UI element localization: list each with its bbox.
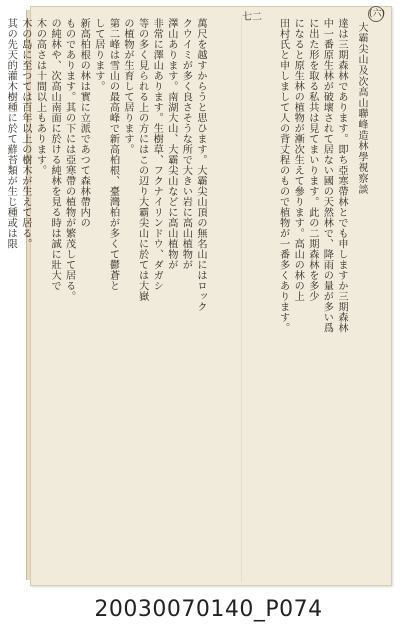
text-line: に出た形を取る私共は見てまいります。此の二期森林を多少 — [306, 18, 318, 302]
page-number: 七二 — [242, 12, 262, 23]
text-column-left — [5, 18, 207, 563]
section-stamp: (六) — [368, 6, 384, 22]
text-line: 新高柏根の林は實に立派であつて森林帶内の — [78, 18, 90, 228]
text-line: の植物が生育して居ります。 — [122, 18, 134, 155]
image-caption: 20030070140_P074 — [94, 597, 323, 622]
text-line: して居ります。 — [92, 18, 104, 92]
text-line: 第二峰は雪山の最高峰で新高柏根、臺灣柏が多くて鬱蒼と — [107, 18, 119, 291]
text-line: 非常に澤山あります。生樹草、フクナイリンドウ、ダガシ — [151, 18, 163, 291]
text-line: 田村氏と申しまして人の背丈程のもので植物が一番多くあります。 — [277, 18, 289, 333]
text-line: 中一番原生林が破壞されて居ない國の天然林で、降雨の量が多い爲 — [321, 18, 333, 333]
text-line: 木の島に至つては百年以上の樹木が生えて居る。 — [19, 18, 31, 249]
text-column-right — [214, 18, 348, 563]
text-line: 達は三期森林であります。即ち亞寒帶林とでも申しますか三期森林 — [336, 18, 347, 333]
text-line: 等の多く見られる上の方にはこの辺り大霸尖山に於ては大嶽 — [136, 18, 148, 302]
running-header: 大霸尖山及次高山聯峰造林學視察談 — [356, 22, 367, 195]
text-line: の純林や、次高山南面に於ける純林を見る時は誠に壯大で — [49, 18, 61, 291]
text-line: になると原生林の植物が漸次生えて參ります。高山の林の上 — [292, 18, 304, 302]
text-line: クウイミが多く良さそうな所で大きい岩に高山植物が — [180, 18, 192, 270]
text-line: 木の高さは十間以上もあります。 — [34, 18, 46, 176]
text-line: 澤山あります。南湖大山、大霸尖山などに高山植物が — [165, 18, 177, 270]
text-line: 萬尺を越すからうと思ひます。大霸尖山頂の無名山にはロック — [195, 18, 206, 312]
text-line: ものであります。其の下には亞寒帶の植物が繁茂して居る。 — [63, 18, 75, 302]
text-line: 其の先天的灌木樹種に於て蘚苔類が生じ種或は限 — [5, 18, 17, 249]
